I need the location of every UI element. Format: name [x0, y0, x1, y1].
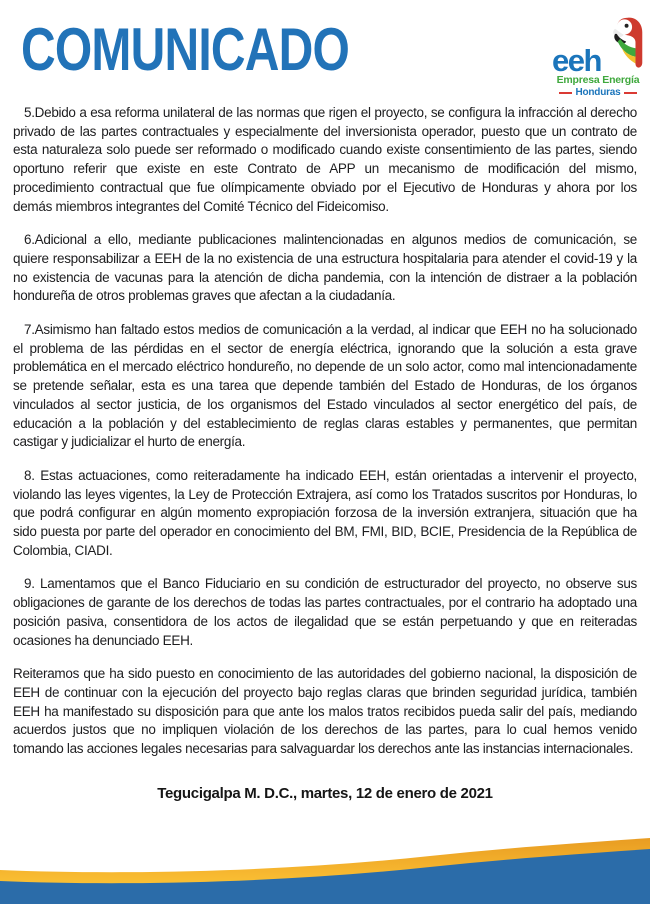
macaw-parrot-icon [610, 16, 644, 72]
body-paragraph-7: 7.Asimismo han faltado estos medios de comunicación a la verdad, al indicar que EEH no ha solucionado el problema de las pérdidas en el sector de energía eléctrica, ignorando que la solución a esta grave problemática en el mercado eléctrico hondureño, no depende de un solo actor, como mal intencionadamente se pretende señalar, esta es una tarea que depende también del Estado de Honduras, de los órganos vinculados al sector justicia, de los organismos del Estado vinculados al sector energético del país, de educación a la población y del establecimiento de reglas claras estables y permanentes, que permitan castigar y judicializar el hurto de energía. [13, 322, 637, 450]
footer-wave-decoration [0, 828, 650, 904]
page-header [0, 0, 650, 102]
body-paragraph-8: 8. Estas actuaciones, como reiteradamente ha indicado EEH, están orientadas a intervenir el proyecto, violando las leyes vigentes, la Ley de Protección Extrajera, así como los Tratados suscritos por Honduras, lo que podrá configurar en algún momento expropiación forzosa de la inversión extranjera, situación que ha sido puesta por parte del operador en conocimiento del BM, FMI, BID, BCIE, Presidencia de la República de Colombia, CIADI. [13, 467, 637, 558]
eeh-logo [552, 14, 644, 100]
logo-brand-text: eeh [552, 43, 601, 78]
logo-country-text: Honduras [575, 87, 621, 98]
logo-company-line: Empresa Energía [556, 74, 640, 86]
body-paragraph-9: 9. Lamentamos que el Banco Fiduciario en su condición de estructurador del proyecto, no observe sus obligaciones de garante de los derechos de todas las partes contractuales, por el contrario ha adoptado una posición pasiva, consentidora de los actos de ilegalidad que se están perpetuando y que en reiteradas ocasiones ha denunciado EEH. [13, 576, 637, 648]
red-dash-left [559, 92, 572, 94]
body-paragraph-closing: Reiteramos que ha sido puesto en conocimiento de las autoridades del gobierno nacional, la disposición de EEH de continuar con la ejecución del proyecto bajo reglas claras que brinden seguridad jurídica, también EEH ha manifestado su disposición para que ante los malos tratos recibidos pueda salir del país, mediando acuerdos justos que no impliquen violación de los derechos de las partes, para lo cual hemos venido tomando las acciones legales necesarias para salvaguardar los derechos ante las instancias internacionales. [13, 666, 637, 757]
logo-brand-row [552, 14, 644, 78]
page-title: COMUNICADO [21, 16, 349, 83]
document-body [13, 104, 637, 802]
body-paragraph-6: 6.Adicional a ello, mediante publicaciones malintencionadas en algunos medios de comunicación, se quiere responsabilizar a EEH de la no existencia de una estructura hospitalaria para atender el covid-19 y la no existencia de vacunas para la atención de dicha pandemia, con la intención de distraer a la población hondureña de otros problemas graves que afectan a la ciudadanía. [13, 232, 637, 304]
dateline: Tegucigalpa M. D.C., martes, 12 de enero de 2021 [157, 784, 493, 802]
body-paragraph-5: 5.Debido a esa reforma unilateral de las normas que rigen el proyecto, se configura la infracción al derecho privado de las partes contractuales y especialmente del inversionista operador, puesto que un contrato de esta naturaleza solo puede ser reformado o modificado cuando existe consentimiento de las partes, siendo oportuno referir que existe en este Contrato de APP un mecanismo de modificación del mismo, procedimiento contractual que fue olímpicamente obviado por el Ejecutivo de Honduras y ahora por los demás miembros integrantes del Comité Técnico del Fideicomiso. [13, 105, 637, 214]
red-dash-right [624, 92, 637, 94]
logo-country-line [552, 87, 644, 98]
